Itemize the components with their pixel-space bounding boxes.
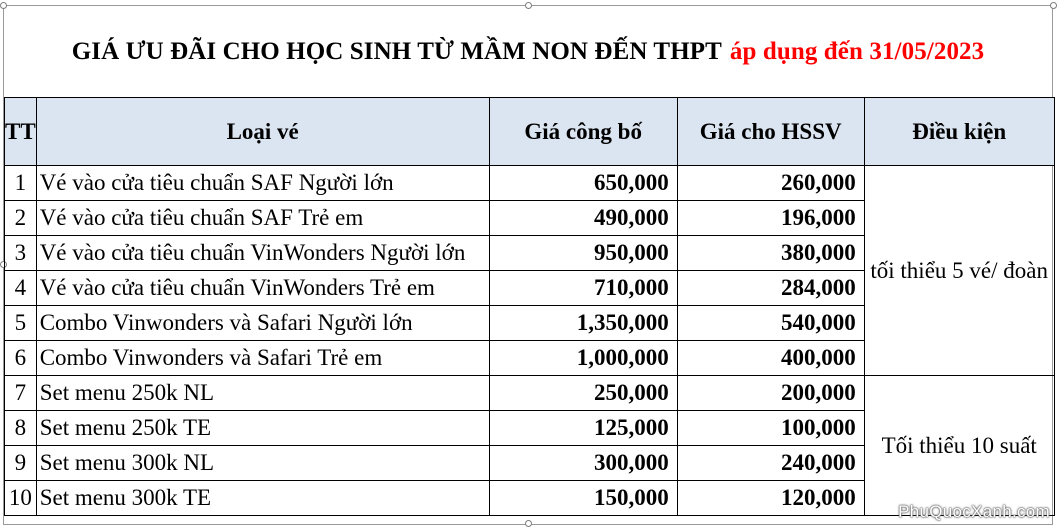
row-number: 7 — [5, 376, 37, 411]
ticket-name: Set menu 300k NL — [36, 446, 489, 481]
student-price: 284,000 — [677, 271, 864, 306]
header-condition: Điều kiện — [864, 98, 1054, 166]
row-number: 6 — [5, 341, 37, 376]
row-number: 5 — [5, 306, 37, 341]
header-name: Loại vé — [226, 118, 299, 144]
row-number: 3 — [5, 236, 37, 271]
title-main: GIÁ ƯU ĐÃI CHO HỌC SINH TỪ MẦM NON ĐẾN THPT — [71, 37, 722, 65]
ticket-name: Vé vào cửa tiêu chuẩn SAF Trẻ em — [36, 201, 489, 236]
public-price: 650,000 — [489, 166, 677, 201]
condition-group-2: Tối thiểu 10 suất — [864, 376, 1054, 516]
ticket-name: Vé vào cửa tiêu chuẩn VinWonders Người lớn — [36, 236, 489, 271]
header-tt: TT — [5, 98, 37, 166]
price-table — [4, 97, 1055, 516]
title-date-highlight: áp dụng đến 31/05/2023 — [729, 37, 985, 65]
header-row — [5, 98, 1055, 166]
header-name-cell — [36, 98, 489, 166]
row-number: 2 — [5, 201, 37, 236]
header-student-price: Giá cho HSSV — [677, 98, 864, 166]
public-price: 300,000 — [489, 446, 677, 481]
ticket-name: Vé vào cửa tiêu chuẩn SAF Người lớn — [36, 166, 489, 201]
student-price: 120,000 — [677, 481, 864, 516]
header-public-price: Giá công bố — [489, 98, 677, 166]
student-price: 100,000 — [677, 411, 864, 446]
public-price: 1,350,000 — [489, 306, 677, 341]
table-title — [4, 6, 1052, 97]
table-row — [5, 166, 1055, 201]
public-price: 150,000 — [489, 481, 677, 516]
student-price: 380,000 — [677, 236, 864, 271]
student-price: 400,000 — [677, 341, 864, 376]
student-price: 540,000 — [677, 306, 864, 341]
table-row — [5, 376, 1055, 411]
condition-group-1: tối thiểu 5 vé/ đoàn — [864, 166, 1054, 376]
row-number: 10 — [5, 481, 37, 516]
resize-handle-bottom-center[interactable] — [525, 520, 532, 527]
public-price: 490,000 — [489, 201, 677, 236]
ticket-name: Vé vào cửa tiêu chuẩn VinWonders Trẻ em — [36, 271, 489, 306]
public-price: 1,000,000 — [489, 341, 677, 376]
ticket-name: Set menu 300k TE — [36, 481, 489, 516]
public-price: 710,000 — [489, 271, 677, 306]
student-price: 260,000 — [677, 166, 864, 201]
watermark: PhuQuocXanh.com — [898, 502, 1050, 521]
row-number: 4 — [5, 271, 37, 306]
ticket-name: Set menu 250k NL — [36, 376, 489, 411]
row-number: 1 — [5, 166, 37, 201]
student-price: 240,000 — [677, 446, 864, 481]
ticket-name: Combo Vinwonders và Safari Trẻ em — [36, 341, 489, 376]
ticket-name: Combo Vinwonders và Safari Người lớn — [36, 306, 489, 341]
row-number: 8 — [5, 411, 37, 446]
public-price: 250,000 — [489, 376, 677, 411]
student-price: 200,000 — [677, 376, 864, 411]
public-price: 950,000 — [489, 236, 677, 271]
student-price: 196,000 — [677, 201, 864, 236]
ticket-name: Set menu 250k TE — [36, 411, 489, 446]
row-number: 9 — [5, 446, 37, 481]
public-price: 125,000 — [489, 411, 677, 446]
